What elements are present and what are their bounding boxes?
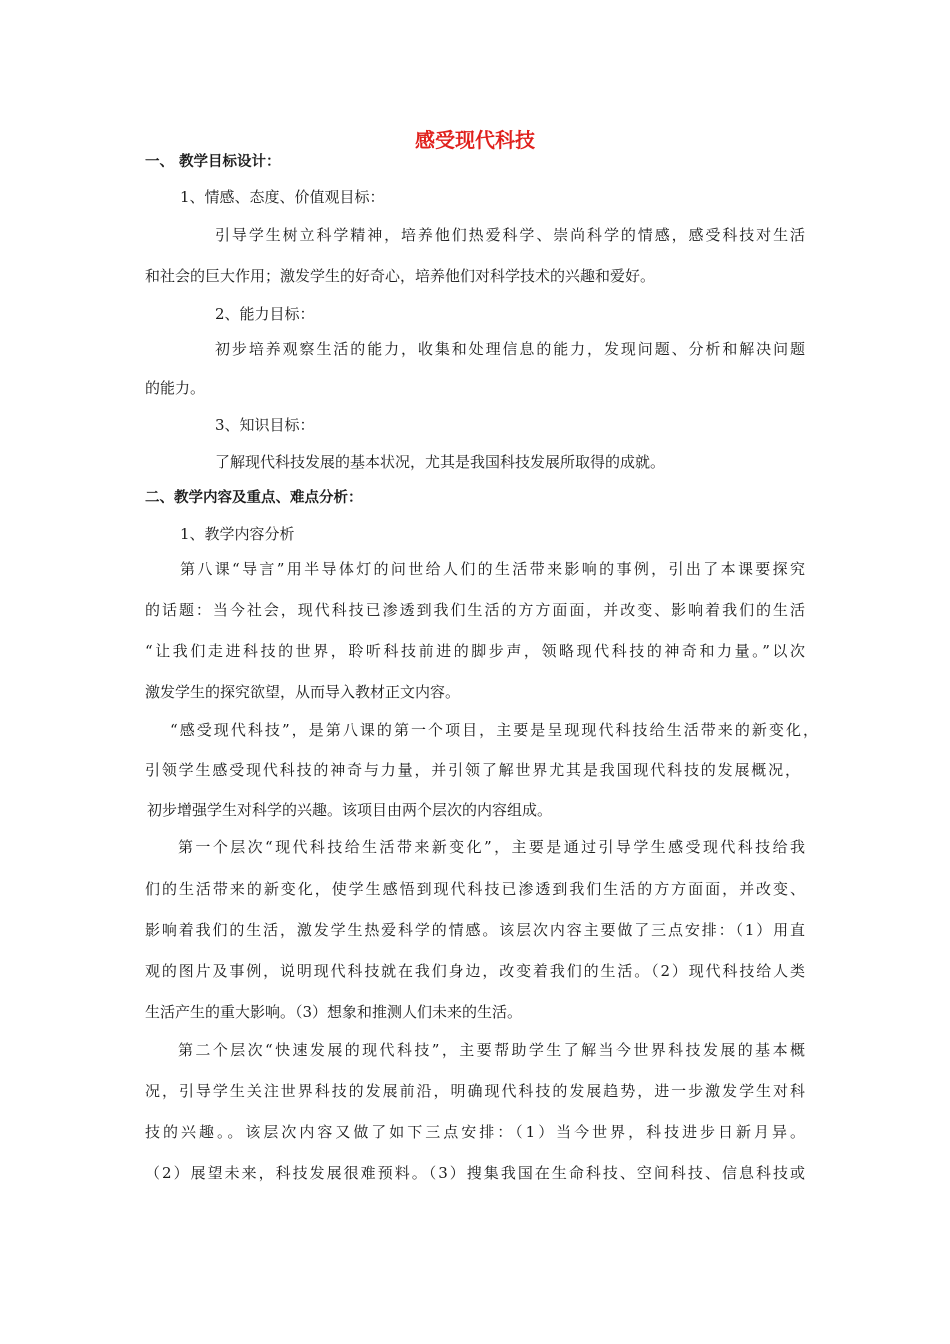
- document-title: 感受现代科技: [415, 128, 535, 152]
- paragraph-line: “让我们走进科技的世界，聆听科技前进的脚步声，领略现代科技的神奇和力量。”以次: [145, 642, 805, 660]
- paragraph-line: 生活产生的重大影响。（3）想象和推测人们未来的生活。: [145, 1003, 523, 1021]
- paragraph-line: 影响着我们的生活，激发学生热爱科学的情感。该层次内容主要做了三点安排：（1）用直: [145, 921, 805, 939]
- paragraph-line: 引导学生树立科学精神，培养他们热爱科学、崇尚科学的情感，感受科技对生活: [215, 226, 805, 244]
- paragraph-line: 第一个层次“现代科技给生活带来新变化”，主要是通过引导学生感受现代科技给我: [178, 838, 805, 856]
- paragraph-line: 观的图片及事例，说明现代科技就在我们身边，改变着我们的生活。（2）现代科技给人类: [145, 962, 805, 980]
- paragraph-line: 引领学生感受现代科技的神奇与力量，并引领了解世界尤其是我国现代科技的发展概况，: [145, 761, 800, 779]
- section-heading-teaching-goals: 一、 教学目标设计：: [145, 154, 281, 170]
- paragraph-line: 的话题：当今社会，现代科技已渗透到我们生活的方方面面，并改变、影响着我们的生活: [145, 601, 805, 619]
- paragraph-line: 的能力。: [145, 379, 206, 397]
- subheading-emotion-goal: 1、情感、态度、价值观目标：: [180, 188, 385, 206]
- paragraph-line: 了解现代科技发展的基本状况，尤其是我国科技发展所取得的成就。: [215, 453, 666, 471]
- paragraph-line: 技的兴趣。。该层次内容又做了如下三点安排：（1）当今世界，科技进步日新月异。: [145, 1123, 805, 1141]
- paragraph-line: 第八课“导言”用半导体灯的问世给人们的生活带来影响的事例，引出了本课要探究: [180, 560, 805, 578]
- paragraph-line: 和社会的巨大作用；激发学生的好奇心，培养他们对科学技术的兴趣和爱好。: [145, 267, 656, 285]
- paragraph-line: 第二个层次“快速发展的现代科技”，主要帮助学生了解当今世界科技发展的基本概: [178, 1041, 805, 1059]
- subheading-content-analysis: 1、教学内容分析: [180, 525, 295, 543]
- subheading-ability-goal: 2、能力目标：: [215, 305, 315, 323]
- paragraph-line: 况，引导学生关注世界科技的发展前沿，明确现代科技的发展趋势，进一步激发学生对科: [145, 1082, 805, 1100]
- paragraph-line: 初步增强学生对科学的兴趣。该项目由两个层次的内容组成。: [147, 801, 553, 819]
- paragraph-line: 初步培养观察生活的能力，收集和处理信息的能力，发现问题、分析和解决问题: [215, 340, 805, 358]
- paragraph-line: 们的生活带来的新变化，使学生感悟到现代科技已渗透到我们生活的方方面面，并改变、: [145, 880, 805, 898]
- subheading-knowledge-goal: 3、知识目标：: [215, 416, 315, 434]
- paragraph-line: “感受现代科技”，是第八课的第一个项目，主要是呈现现代科技给生活带来的新变化，: [170, 721, 818, 739]
- paragraph-line: （2）展望未来，科技发展很难预料。（3）搜集我国在生命科技、空间科技、信息科技或: [145, 1164, 805, 1182]
- paragraph-line: 激发学生的探究欲望，从而导入教材正文内容。: [145, 683, 461, 701]
- section-heading-content-analysis: 二、教学内容及重点、难点分析：: [145, 490, 363, 506]
